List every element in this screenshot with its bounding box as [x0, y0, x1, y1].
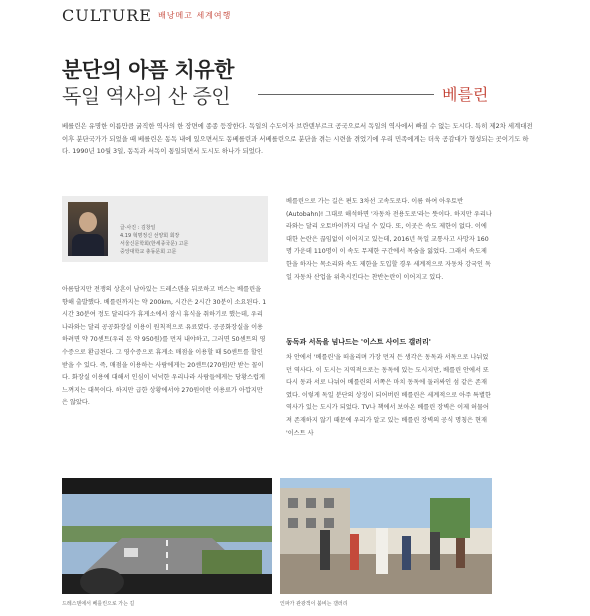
- title-line-2: 독일 역사의 산 증인: [62, 84, 231, 108]
- highway-photo: [62, 478, 272, 594]
- caption-highway: 드레스덴에서 베를린으로 가는 길: [62, 601, 135, 607]
- body-column-right-top: 베를린으로 가는 길은 편도 3차선 고속도로다. 이름 하여 아우토반(Autobahn)! 그대로 해석하면 '자동차 전용도로'라는 뜻이다. 하지만 우리나라와는 달리 오토바이까지 다닐 수 있다. 또, 이곳은 속도 제한이 없다. 이에 대한 논란은 끊임없이 이어지고 있는데, 2016년 독일 교통사고 사망자 160명 가운데 110명이 이 속도 무제한 구간에서 목숨을 잃었다. 그래서 속도제한을 하자는 목소리와 속도 제한을 도입할 경우 세계적으로 자동차 강국인 독일 자동차 산업을 위축시킨다는 찬반논란이 이어지고 있다.: [286, 198, 492, 281]
- author-box: [62, 196, 268, 262]
- lead-paragraph: 베를린은 유명한 이름만큼 굵직한 역사의 한 장면에 종종 등장한다. 독일의 수도이자 브란덴부르크 공국으로서 독일의 역사에서 빠질 수 없는 도시다. 특히 제2차 세계대전 이후 분단국가가 되었을 때 베를린은 동독 내에 있으면서도 동베를린과 서베를린으로 분단을 겪는 시련을 겪었기에 우리 민족에게는 더욱 공감대가 형성되는 곳이기도 하다. 1990년 10월 3일, 동독과 서독이 통일되면서 도시도 하나가 되었다.: [62, 122, 533, 155]
- gallery-photo: [280, 478, 492, 594]
- author-info: [120, 224, 188, 256]
- author-photo: [68, 202, 108, 256]
- author-line: 중앙대학교 총동문회 고문: [120, 249, 177, 255]
- author-line: 서울신문학회(한세종국문) 고문: [120, 241, 189, 247]
- body-column-left: 아름답지만 전쟁의 상흔이 남아있는 드레스덴을 뒤로하고 버스는 베를린을 향해 출발했다. 베를린까지는 약 200km, 시간은 2시간 30분이 소요된다. 1시간 30분여 정도 달리다가 휴게소에서 잠시 휴식을 취하기로 했는데, 우리나라와는 달리 공공화장실 이용이 원칙적으로 유료였다. 공공화장실을 이용하려면 약 70센트(우리 돈 약 950원)를 먼저 내야하고, 그러면 50센트의 영수증으로 환급된다. 그 영수증으로 휴게소 매점을 이용할 때 50센트를 할인받을 수 있다. 즉, 매점을 이용하는 사람에게는 20센트(270원)만 받는 꼴이다. 화장실 이용에 대해서 인심이 넉넉한 우리나라 사람들에게는 당황스럽게 느껴지는 대목이다. 하지만 급한 상황에서야 270원이란 이용료가 아깝지만은 않았다.: [62, 286, 267, 407]
- title-line-1: 분단의 아픔 치유한: [62, 58, 234, 82]
- city-name: 베를린: [442, 85, 489, 104]
- body-column-right-bottom: 차 안에서 '베를린'을 떠올리며 가장 먼저 든 생각은 동독과 서독으로 나뉘었던 역사다. 이 도시는 지역적으로는 동독에 있는 도시지만, 베를린 안에서 또다시 동과 서로 나뉘어 베를린의 서쪽은 마치 동독에 둘러싸인 섬 같은 존재였다. 이렇게 독일 분단의 상징이 되어버린 베를린은 세계적으로 아주 특별한 역사가 있는 도시가 되었다. TV나 책에서 보아온 베를린 장벽은 이제 허물어져 존재하지 않기 때문에 우리가 알고 있는 베를린 장벽의 공식 명칭은 현재 '이스트 사: [286, 354, 491, 437]
- author-line: 4.19 혁명정신 선양회 회장: [120, 233, 180, 239]
- section-subheading: 동독과 서독을 넘나드는 '이스트 사이드 갤러리': [286, 338, 431, 346]
- section-name: CULTURE: [62, 6, 152, 25]
- section-subtitle: 배낭메고 세계여행: [158, 11, 232, 20]
- section-header: [62, 6, 532, 28]
- caption-gallery: 인파가 관광객이 붐비는 갤러리: [280, 601, 348, 607]
- author-label: 글·사진 : 김창일: [120, 225, 156, 231]
- title-divider: [258, 94, 434, 95]
